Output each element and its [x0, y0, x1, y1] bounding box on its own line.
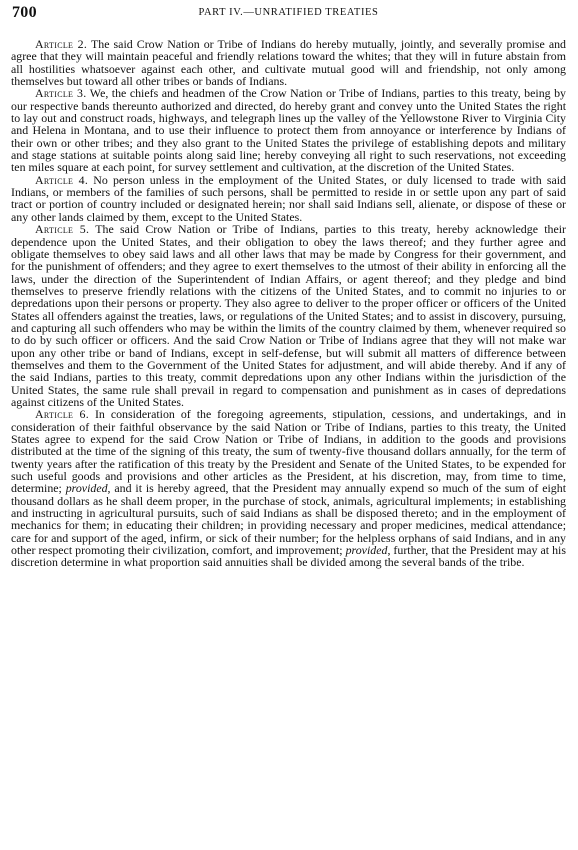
article-text-part-1: In consideration of the foregoing agreements, stipulation, cessions, and undertakings, and in consideration of their faithful observance by the said Nation or Tribe of Indians, parties to this treaty, the United States agree to expend for the said Crow Nation or Tribe of Indians, in addition to the goods and provisions distributed at the time of the signing of this treaty, the sum of twenty-five thousand dollars annually, for the term of twenty years after the ratification of this treaty by the President and Senate of the United States, to be expended for such useful goods and provisions and other articles as the President, at his discretion, may, from time to time, determine; [11, 407, 566, 496]
page-number: 700 [12, 4, 37, 21]
article-text: We, the chiefs and headmen of the Crow Nation or Tribe of Indians, parties to this treaty, being by our respective bands thereunto authorized and directed, do hereby grant and convey unto the United States the right to lay out and construct roads, highways, and telegraph lines up the valley of the Yellowstone River to Virginia City and Helena in Montana, and to use their influence to protect them from annoyance or interference by Indians of their own or other tribes; and they also grant to the United States the privilege of establishing depots and military and stage stations at suitable points along said line; hereby conveying all right to such reservations, not exceeding ten miles square at each point, for survey settlement and cultivation, at the discretion of the United States. [11, 86, 566, 175]
article-label: Article 3. [35, 86, 87, 101]
running-head: PART IV.—UNRATIFIED TREATIES [198, 7, 379, 18]
article-4 [11, 174, 566, 223]
article-2 [11, 38, 566, 87]
article-label: Article 2. [35, 37, 88, 51]
article-text: The said Crow Nation or Tribe of Indians, parties to this treaty, hereby acknowledge their dependence upon the United States, and their obligation to obey the laws thereof; and they further agree and obligate themselves to obey said laws and all other laws that may be made by Congress for their government, and for the punishment of offenders; and they agree to exert themselves to the utmost of their ability in enforcing all the laws, under the direction of the Superintendent of Indian Affairs, or agent thereof; and they pledge and bind themselves to preserve friendly relations with the citizens of the United States, and to commit no injuries to or depredations upon their persons or property. They also agree to deliver to the proper officer or officers of the United States all offenders against the treaties, laws, or regulations of the United States; and to assist in discovery, pursuing, and capturing all such offenders who may be within the limits of the country claimed by them, whenever required so to do by such officer or officers. And the said Crow Nation or Tribe of Indians agree that they will not make war upon any other tribe or band of Indians, except in self-defense, but will submit all matters of difference between themselves and them to the Government of the United States for adjustment, and will abide thereby. And if any of the said Indians, parties to this treaty, commit depredations upon any other Indians within the jurisdiction of the United States, the same rule shall prevail in regard to compensation and punishment as in cases of depredations against citizens of the United States. [11, 222, 566, 409]
article-label: Article 5. [35, 222, 90, 237]
document-body [11, 38, 566, 569]
article-label: Article 6. [35, 407, 89, 422]
page-header [11, 4, 566, 28]
article-text: The said Crow Nation or Tribe of Indians do hereby mutually, jointly, and severally promise and agree that they will maintain peaceful and friendly relations toward the whites; that they will in future abstain from all hostilities whatsoever against each other, and cultivate mutual good will and friendship, not only among themselves but toward all other tribes or bands of Indians. [11, 37, 567, 89]
provided-italic: provided [345, 543, 388, 558]
article-text-part-3: , further, that the President may at his discretion determine in what proportion said annuities shall be divided among the several bands of the tribe. [11, 543, 566, 570]
article-text: No person unless in the employment of the United States, or duly licensed to trade with said Indians, or members of the families of such persons, shall be permitted to reside in or settle upon any part of said tract or portion of country included or designated herein; nor shall said Indians sell, alienate, or dispose of these or any other lands claimed by them, except to the United States. [11, 172, 567, 224]
article-6 [11, 408, 566, 568]
provided-italic: provided [65, 481, 108, 496]
article-label: Article 4. [35, 172, 89, 187]
article-5 [11, 223, 566, 408]
article-3 [11, 87, 566, 173]
article-text-part-2: , and it is hereby agreed, that the President may annually expend so much of the sum of eight thousand dollars as he shall deem proper, in the purchase of stock, animals, agricultural implements; in establishing and instructing in agricultural pursuits, such of said Indians as shall be disposed thereto; and in the employment of mechanics for them; in educating their children; in providing necessary and proper medicines, medical attendance; care for and support of the aged, infirm, or sick of their number; for the helpless orphans of said Indians, and in any other respect promoting their civilization, comfort, and improvement; [11, 481, 566, 558]
